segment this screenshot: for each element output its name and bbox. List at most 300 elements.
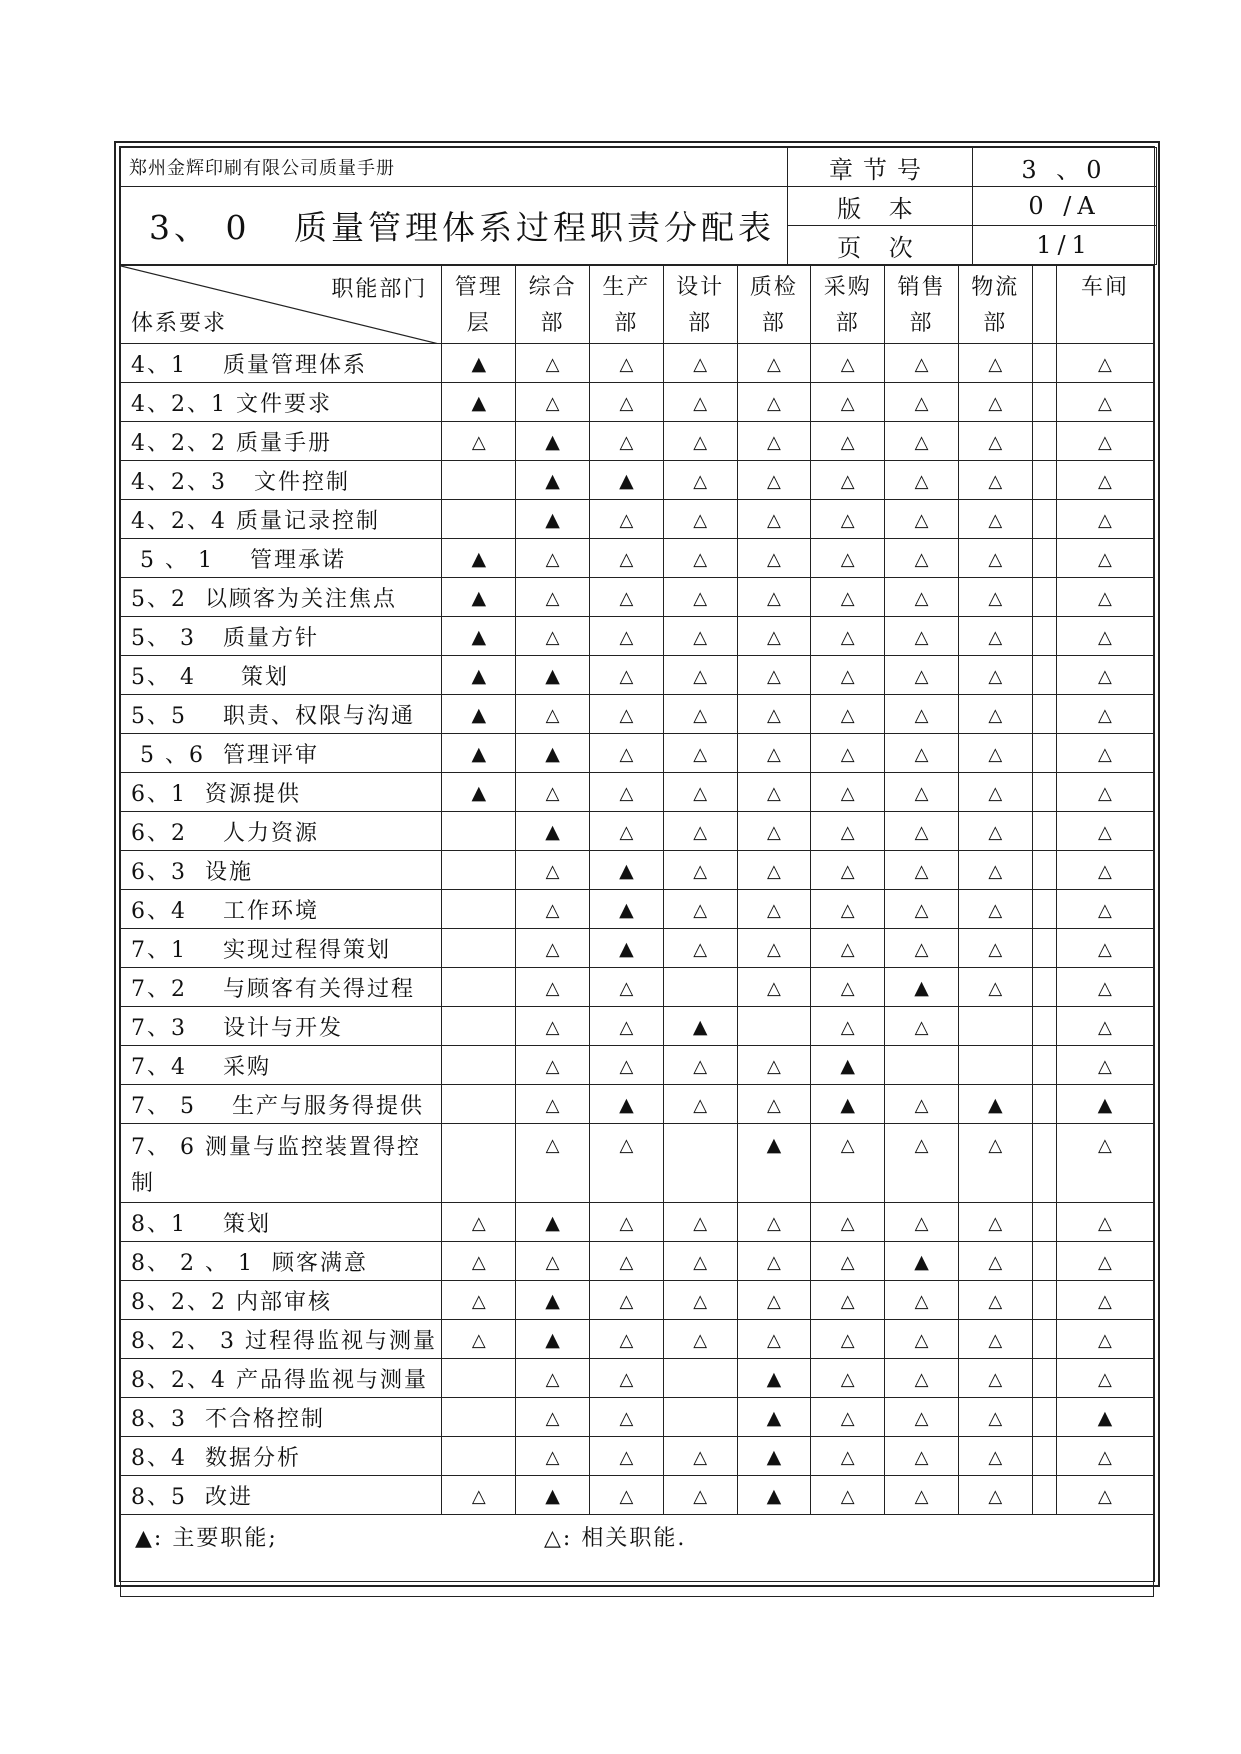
related-responsibility-mark: △	[619, 743, 634, 765]
related-responsibility-mark: △	[767, 392, 781, 414]
department-name-line1: 管理	[454, 275, 503, 300]
matrix-cell	[737, 1007, 811, 1046]
department-name-line1: 综合	[528, 275, 577, 300]
primary-responsibility-mark: ▲	[545, 469, 560, 492]
related-responsibility-mark: △	[840, 860, 855, 882]
matrix-cell	[737, 1476, 811, 1515]
matrix-cell	[1056, 1359, 1153, 1398]
related-responsibility-mark: △	[840, 704, 855, 726]
related-responsibility-mark: △	[767, 821, 781, 843]
matrix-cell	[1056, 1007, 1153, 1046]
related-responsibility-mark: △	[840, 665, 855, 687]
matrix-cell	[885, 656, 959, 695]
matrix-cell	[1032, 1046, 1056, 1085]
related-responsibility-mark: △	[545, 1251, 560, 1273]
matrix-cell	[442, 695, 516, 734]
department-header	[589, 266, 663, 344]
related-responsibility-mark: △	[471, 1251, 486, 1273]
related-responsibility-mark: △	[914, 938, 929, 960]
related-responsibility-mark: △	[1098, 665, 1112, 687]
matrix-cell	[442, 812, 516, 851]
related-responsibility-mark: △	[767, 1055, 781, 1077]
matrix-cell	[811, 578, 885, 617]
matrix-cell	[663, 500, 737, 539]
matrix-cell	[663, 617, 737, 656]
matrix-cell	[811, 422, 885, 461]
matrix-cell	[589, 500, 663, 539]
related-responsibility-mark: △	[914, 1016, 929, 1038]
requirement-label: 8、 2 、 1 顾客满意	[121, 1242, 442, 1281]
related-responsibility-mark: △	[619, 665, 634, 687]
related-responsibility-mark: △	[914, 470, 929, 492]
related-responsibility-mark: △	[619, 626, 634, 648]
department-name-line2: 部	[983, 311, 1008, 336]
matrix-cell	[885, 1242, 959, 1281]
table-row	[121, 812, 1154, 851]
requirement-label: 8、2、4 产品得监视与测量	[121, 1359, 442, 1398]
related-responsibility-mark: △	[914, 899, 929, 921]
table-row	[121, 1007, 1154, 1046]
matrix-cell	[885, 1437, 959, 1476]
matrix-cell	[516, 1281, 590, 1320]
related-responsibility-mark: △	[693, 1485, 708, 1507]
matrix-cell	[958, 1320, 1032, 1359]
matrix-cell	[442, 1007, 516, 1046]
related-responsibility-mark: △	[914, 548, 929, 570]
primary-responsibility-mark: ▲	[471, 742, 487, 765]
matrix-cell	[958, 890, 1032, 929]
related-responsibility-mark: △	[545, 1094, 560, 1116]
matrix-cell	[589, 1242, 663, 1281]
related-responsibility-mark: △	[693, 704, 708, 726]
related-responsibility-mark: △	[619, 1135, 634, 1156]
matrix-cell	[442, 929, 516, 968]
matrix-cell	[1056, 1242, 1153, 1281]
related-responsibility-mark: △	[914, 1290, 929, 1312]
related-responsibility-mark: △	[988, 587, 1003, 609]
matrix-cell	[811, 1281, 885, 1320]
related-responsibility-mark: △	[545, 1055, 560, 1077]
matrix-cell	[442, 1046, 516, 1085]
matrix-cell	[811, 1203, 885, 1242]
related-responsibility-mark: △	[988, 470, 1003, 492]
matrix-cell	[442, 617, 516, 656]
related-responsibility-mark: △	[545, 1016, 560, 1038]
related-responsibility-mark: △	[471, 1329, 486, 1351]
matrix-cell	[737, 1085, 811, 1124]
related-responsibility-mark: △	[988, 860, 1003, 882]
matrix-cell	[737, 344, 811, 383]
matrix-cell	[516, 1203, 590, 1242]
related-responsibility-mark: △	[693, 1055, 708, 1077]
matrix-cell	[885, 734, 959, 773]
matrix-cell	[811, 1242, 885, 1281]
matrix-cell	[885, 422, 959, 461]
matrix-cell	[516, 890, 590, 929]
matrix-cell	[885, 1398, 959, 1437]
meta-value-page: 1/1	[973, 226, 1157, 265]
matrix-cell	[1056, 500, 1153, 539]
matrix-cell	[958, 1281, 1032, 1320]
table-row	[121, 1437, 1154, 1476]
table-row	[121, 1359, 1154, 1398]
matrix-cell	[442, 734, 516, 773]
related-responsibility-mark: △	[545, 1446, 560, 1468]
related-responsibility-mark: △	[914, 821, 929, 843]
related-responsibility-mark: △	[693, 1251, 708, 1273]
matrix-cell	[516, 1359, 590, 1398]
company-name: 郑州金辉印刷有限公司质量手册	[121, 148, 788, 187]
matrix-cell	[737, 968, 811, 1007]
matrix-cell	[737, 773, 811, 812]
matrix-cell	[885, 695, 959, 734]
matrix-cell	[885, 773, 959, 812]
table-row	[121, 1046, 1154, 1085]
matrix-cell	[737, 929, 811, 968]
related-responsibility-mark: △	[914, 1446, 929, 1468]
matrix-cell	[442, 1398, 516, 1437]
matrix-cell	[811, 383, 885, 422]
department-name-line2: 部	[614, 311, 639, 336]
related-responsibility-mark: △	[767, 860, 781, 882]
department-name-line2: 部	[909, 311, 934, 336]
matrix-cell	[1056, 1320, 1153, 1359]
related-responsibility-mark: △	[693, 470, 708, 492]
matrix-cell	[442, 656, 516, 695]
primary-responsibility-mark: ▲	[545, 508, 560, 531]
related-responsibility-mark: △	[545, 977, 560, 999]
matrix-cell	[1032, 461, 1056, 500]
related-responsibility-mark: △	[693, 392, 708, 414]
related-responsibility-mark: △	[840, 392, 855, 414]
related-responsibility-mark: △	[840, 626, 855, 648]
matrix-cell	[958, 773, 1032, 812]
requirement-label: 7、4 采购	[121, 1046, 442, 1085]
related-responsibility-mark: △	[914, 1407, 929, 1429]
matrix-cell	[811, 773, 885, 812]
matrix-cell	[1032, 383, 1056, 422]
related-responsibility-mark: △	[545, 392, 560, 414]
matrix-cell	[958, 1242, 1032, 1281]
matrix-cell	[589, 1007, 663, 1046]
related-responsibility-mark: △	[619, 1368, 634, 1390]
matrix-cell	[737, 734, 811, 773]
related-responsibility-mark: △	[988, 938, 1003, 960]
matrix-cell	[663, 656, 737, 695]
matrix-cell	[442, 1242, 516, 1281]
matrix-cell	[737, 656, 811, 695]
primary-responsibility-mark: ▲	[987, 1093, 1003, 1116]
matrix-cell	[1032, 1359, 1056, 1398]
related-responsibility-mark: △	[693, 626, 708, 648]
related-responsibility-mark: △	[619, 431, 634, 453]
matrix-cell	[663, 578, 737, 617]
primary-responsibility-mark: ▲	[619, 937, 634, 960]
matrix-cell	[1032, 656, 1056, 695]
matrix-cell	[958, 1124, 1032, 1203]
related-responsibility-mark: △	[693, 782, 708, 804]
matrix-cell	[958, 539, 1032, 578]
primary-responsibility-mark: ▲	[471, 703, 487, 726]
matrix-cell	[663, 1437, 737, 1476]
primary-responsibility-mark: ▲	[471, 352, 487, 375]
primary-responsibility-mark: ▲	[840, 1054, 856, 1077]
related-responsibility-mark: △	[840, 1407, 855, 1429]
matrix-cell	[589, 890, 663, 929]
related-responsibility-mark: △	[619, 392, 634, 414]
matrix-cell	[1032, 539, 1056, 578]
related-responsibility-mark: △	[840, 509, 855, 531]
corner-label-departments: 职能部门	[331, 277, 428, 302]
matrix-cell	[663, 890, 737, 929]
matrix-cell	[663, 344, 737, 383]
related-responsibility-mark: △	[914, 509, 929, 531]
matrix-cell	[811, 1476, 885, 1515]
related-responsibility-mark: △	[914, 782, 929, 804]
matrix-cell	[811, 1320, 885, 1359]
related-responsibility-mark: △	[988, 1329, 1003, 1351]
matrix-cell	[589, 734, 663, 773]
related-responsibility-mark: △	[988, 548, 1003, 570]
matrix-cell	[811, 968, 885, 1007]
matrix-cell	[811, 500, 885, 539]
related-responsibility-mark: △	[619, 509, 634, 531]
matrix-cell	[589, 1203, 663, 1242]
related-responsibility-mark: △	[1098, 1055, 1112, 1077]
matrix-cell	[663, 1281, 737, 1320]
related-responsibility-mark: △	[914, 1368, 929, 1390]
requirement-label: 5、5 职责、权限与沟通	[121, 695, 442, 734]
matrix-cell	[958, 1203, 1032, 1242]
related-responsibility-mark: △	[988, 665, 1003, 687]
related-responsibility-mark: △	[914, 860, 929, 882]
requirement-label: 8、2、2 内部审核	[121, 1281, 442, 1320]
related-responsibility-mark: △	[471, 1212, 486, 1234]
matrix-cell	[663, 734, 737, 773]
matrix-cell	[663, 539, 737, 578]
department-header	[811, 266, 885, 344]
matrix-cell	[516, 500, 590, 539]
related-responsibility-mark: △	[988, 977, 1003, 999]
matrix-cell	[811, 1124, 885, 1203]
related-responsibility-mark: △	[1098, 470, 1112, 492]
matrix-cell	[958, 1398, 1032, 1437]
related-responsibility-mark: △	[988, 899, 1003, 921]
related-responsibility-mark: △	[988, 1290, 1003, 1312]
matrix-cell	[1056, 1124, 1153, 1203]
related-responsibility-mark: △	[840, 977, 855, 999]
primary-responsibility-mark: ▲	[471, 547, 487, 570]
matrix-cell	[958, 1085, 1032, 1124]
matrix-cell	[1032, 773, 1056, 812]
matrix-cell	[958, 851, 1032, 890]
matrix-cell	[516, 968, 590, 1007]
matrix-cell	[958, 461, 1032, 500]
table-row	[121, 890, 1154, 929]
matrix-cell	[1056, 968, 1153, 1007]
matrix-cell	[1056, 851, 1153, 890]
matrix-cell	[1032, 1242, 1056, 1281]
matrix-cell	[958, 812, 1032, 851]
table-row	[121, 1124, 1154, 1203]
matrix-cell	[663, 461, 737, 500]
legend-related: △: 相关职能.	[544, 1526, 687, 1551]
requirement-label: 4、2、2 质量手册	[121, 422, 442, 461]
requirement-label: 4、2、1 文件要求	[121, 383, 442, 422]
requirement-label: 7、 6 测量与监控装置得控制	[121, 1124, 442, 1203]
related-responsibility-mark: △	[840, 821, 855, 843]
matrix-cell	[1032, 1398, 1056, 1437]
related-responsibility-mark: △	[619, 1016, 634, 1038]
primary-responsibility-mark: ▲	[545, 742, 560, 765]
related-responsibility-mark: △	[471, 1485, 486, 1507]
related-responsibility-mark: △	[619, 1251, 634, 1273]
matrix-cell	[811, 851, 885, 890]
matrix-cell	[589, 1281, 663, 1320]
department-name-line2: 部	[688, 311, 713, 336]
related-responsibility-mark: △	[1098, 860, 1112, 882]
related-responsibility-mark: △	[914, 587, 929, 609]
department-name-line1: 车间	[1080, 275, 1129, 300]
table-row	[121, 539, 1154, 578]
matrix-cell	[663, 1007, 737, 1046]
related-responsibility-mark: △	[545, 938, 560, 960]
related-responsibility-mark: △	[545, 626, 560, 648]
matrix-cell	[885, 1046, 959, 1085]
matrix-cell	[589, 1124, 663, 1203]
primary-responsibility-mark: ▲	[766, 1484, 782, 1507]
primary-responsibility-mark: ▲	[545, 1211, 560, 1234]
matrix-cell	[1032, 890, 1056, 929]
primary-responsibility-mark: ▲	[471, 586, 487, 609]
related-responsibility-mark: △	[767, 626, 781, 648]
primary-responsibility-mark: ▲	[471, 391, 487, 414]
related-responsibility-mark: △	[471, 431, 486, 453]
related-responsibility-mark: △	[988, 782, 1003, 804]
department-header	[885, 266, 959, 344]
table-row	[121, 461, 1154, 500]
department-name-line1: 采购	[823, 275, 872, 300]
matrix-cell	[589, 1359, 663, 1398]
related-responsibility-mark: △	[619, 1329, 634, 1351]
matrix-cell	[1032, 1281, 1056, 1320]
related-responsibility-mark: △	[693, 938, 708, 960]
related-responsibility-mark: △	[545, 1407, 560, 1429]
matrix-cell	[589, 1398, 663, 1437]
requirement-label: 4、2、3 文件控制	[121, 461, 442, 500]
matrix-cell	[442, 461, 516, 500]
requirement-label: 5、2 以顾客为关注焦点	[121, 578, 442, 617]
primary-responsibility-mark: ▲	[619, 1093, 634, 1116]
related-responsibility-mark: △	[1098, 1016, 1112, 1038]
primary-responsibility-mark: ▲	[1097, 1093, 1113, 1116]
related-responsibility-mark: △	[1098, 1251, 1112, 1273]
table-row	[121, 773, 1154, 812]
department-name-line1: 生产	[602, 275, 651, 300]
related-responsibility-mark: △	[767, 509, 781, 531]
primary-responsibility-mark: ▲	[766, 1406, 782, 1429]
matrix-cell	[589, 1476, 663, 1515]
matrix-cell	[958, 929, 1032, 968]
department-name-line2: 部	[835, 311, 860, 336]
table-row	[121, 1476, 1154, 1515]
department-header	[958, 266, 1032, 344]
related-responsibility-mark: △	[914, 353, 929, 375]
matrix-cell	[1056, 773, 1153, 812]
related-responsibility-mark: △	[1098, 899, 1112, 921]
document-title: 3、 0 质量管理体系过程职责分配表	[121, 187, 788, 265]
related-responsibility-mark: △	[914, 704, 929, 726]
related-responsibility-mark: △	[1098, 548, 1112, 570]
matrix-cell	[885, 1085, 959, 1124]
matrix-cell	[663, 695, 737, 734]
related-responsibility-mark: △	[767, 1212, 781, 1234]
related-responsibility-mark: △	[767, 899, 781, 921]
matrix-cell	[811, 695, 885, 734]
primary-responsibility-mark: ▲	[619, 859, 634, 882]
related-responsibility-mark: △	[1098, 1368, 1112, 1390]
matrix-cell	[885, 1124, 959, 1203]
matrix-cell	[885, 1281, 959, 1320]
related-responsibility-mark: △	[988, 1485, 1003, 1507]
related-responsibility-mark: △	[840, 899, 855, 921]
matrix-cell	[885, 344, 959, 383]
matrix-cell	[885, 890, 959, 929]
related-responsibility-mark: △	[1098, 1135, 1112, 1156]
matrix-cell	[1032, 1007, 1056, 1046]
department-name-line2: 部	[761, 311, 786, 336]
matrix-cell	[737, 890, 811, 929]
related-responsibility-mark: △	[545, 860, 560, 882]
matrix-cell	[442, 578, 516, 617]
table-row	[121, 851, 1154, 890]
matrix-cell	[663, 1046, 737, 1085]
related-responsibility-mark: △	[840, 431, 855, 453]
matrix-cell	[1032, 929, 1056, 968]
matrix-cell	[442, 968, 516, 1007]
matrix-cell	[1056, 734, 1153, 773]
primary-responsibility-mark: ▲	[471, 781, 487, 804]
meta-label-page: 页 次	[788, 226, 973, 265]
related-responsibility-mark: △	[914, 1094, 929, 1116]
legend-primary: ▲: 主要职能;	[135, 1526, 278, 1551]
related-responsibility-mark: △	[693, 548, 708, 570]
matrix-cell	[737, 383, 811, 422]
matrix-cell	[737, 1437, 811, 1476]
matrix-cell	[663, 1085, 737, 1124]
matrix-cell	[442, 383, 516, 422]
matrix-cell	[811, 734, 885, 773]
requirement-label: 6、4 工作环境	[121, 890, 442, 929]
matrix-cell	[737, 851, 811, 890]
related-responsibility-mark: △	[619, 1212, 634, 1234]
related-responsibility-mark: △	[619, 548, 634, 570]
matrix-cell	[663, 773, 737, 812]
related-responsibility-mark: △	[471, 1290, 486, 1312]
matrix-cell	[811, 1437, 885, 1476]
matrix-cell	[589, 617, 663, 656]
matrix-cell	[885, 929, 959, 968]
matrix-cell	[516, 812, 590, 851]
matrix-cell	[516, 461, 590, 500]
matrix-cell	[811, 461, 885, 500]
corner-label-requirements: 体系要求	[131, 311, 228, 336]
matrix-cell	[1056, 1398, 1153, 1437]
matrix-cell	[1032, 851, 1056, 890]
matrix-cell	[1056, 344, 1153, 383]
related-responsibility-mark: △	[619, 1290, 634, 1312]
related-responsibility-mark: △	[988, 353, 1003, 375]
